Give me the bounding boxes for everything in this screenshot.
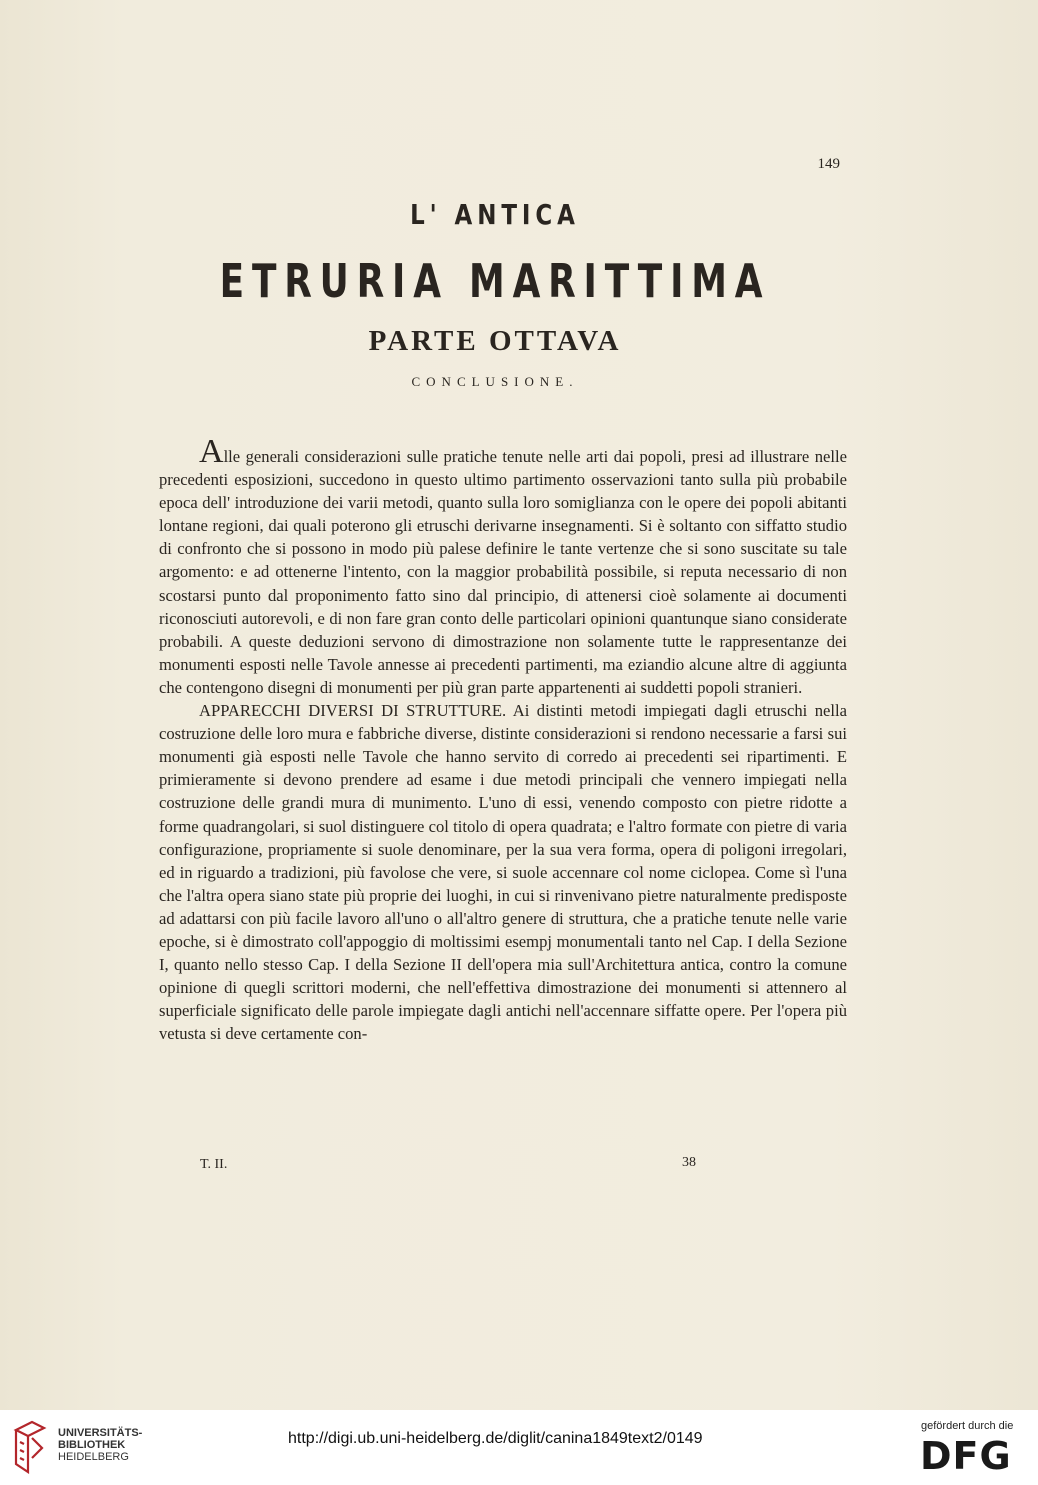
funding-note: gefördert durch die [921,1420,1014,1432]
library-name [58,1427,142,1463]
body-text [159,433,847,1045]
part-heading: PARTE OTTAVA [368,325,622,357]
source-url[interactable]: http://digi.ub.uni-heidelberg.de/diglit/canina1849text2/0149 [288,1430,703,1447]
library-line-2: BIBLIOTHEK [58,1439,126,1451]
paragraph-2-heading: APPARECCHI DIVERSI DI STRUTTURE. [199,701,507,721]
library-line-3: HEIDELBERG [58,1451,129,1463]
paragraph-2 [159,699,847,1045]
paragraph-2-text: Ai distinti metodi impiegati dagli etruschi nella costruzione delle loro mura e fabbriche diverse, distinte considerazioni si rendono necessarie a farsi sui monumenti già esposti nelle Tavole che hanno servito di corredo ai precedenti sei ripartimenti. E primieramente si devono prendere ad esame i due metodi principali che vennero impiegati nella costruzione delle grandi mura di munimento. L'uno di essi, venendo composto con pietre ridotte a forme quadrangolari, si suol distinguere col titolo di opera quadrata; e l'altro formate con pietre di varia configurazione, propriamente si suole denominare, per la sua vera forma, opera di poligoni irregolari, ed in riguardo a tradizioni, più favolose che vere, si suole accennare col nome ciclopea. Come sì l'una che l'altra opera siano state più proprie dei luoghi, in cui si rinvenivano pietre naturalmente predisposte ad adattarsi con più facile lavoro all'uno o all'altro genere di struttura, che a pratiche tenute nelle varie epoche, si è dimostrato coll'appoggio di moltissimi esempj monumentali tanto nel Cap. I della Sezione I, quanto nello stesso Cap. I della Sezione II dell'opera mia sull'Architettura antica, contro la comune opinione di quegli scrittori moderni, che nell'effettiva dimostrazione dei monumenti si attennero al superficiale significato delle parole impiegate dagli antichi nell'accennare siffatte opere. Per l'opera più vetusta si deve certamente con- [159,701,847,1044]
page-number: 149 [817,156,840,172]
paragraph-1-text: lle generali considerazioni sulle pratiche tenute nelle arti dai popoli, presi ad illustrare nelle precedenti esposizioni, succedono in questo ultimo partimento osservazioni tanto sulla più probabile epoca dell' introduzione dei varii metodi, quanto sulla loro somiglianza con le opere dei popoli abitanti lontane regioni, dai quali poterono gli etruschi derivarne insegnamenti. Si è soltanto con siffatto studio di confronto che si possono in modo più palese definire le tante vertenze che si sono suscitate su tale argomento: e ad ottenerne l'intento, con la maggior probabilità possibile, si reputa necessario di non scostarsi punto dal proponimento fatto sino dal principio, di attenersi cioè solamente ai documenti riconosciuti autorevoli, e di non fare gran conto delle particolari opinioni quantunque siano considerate probabili. A queste deduzioni servono di dimostrazione non solamente tutte le rappresentanze dei monumenti esposti nelle Tavole annesse ai precedenti partimenti, ma eziandio alcune altre di aggiunta che contengono disegni di monumenti per più gran parte appartenenti ai suddetti popoli stranieri. [159,447,847,697]
title-small: L' ANTICA [410,198,580,231]
signature-mark: T. II. [200,1157,228,1172]
title-main: ETRURIA MARITTIMA [219,254,771,308]
paragraph-1 [159,433,847,699]
footer-bar [0,1410,1038,1485]
drop-cap: A [199,433,224,470]
folio-number: 38 [682,1155,696,1170]
section-heading: CONCLUSIONE. [411,374,579,389]
library-line-1: UNIVERSITÄTS- [58,1427,143,1439]
library-logo-icon [10,1420,50,1474]
dfg-logo: DFG [920,1434,1012,1478]
